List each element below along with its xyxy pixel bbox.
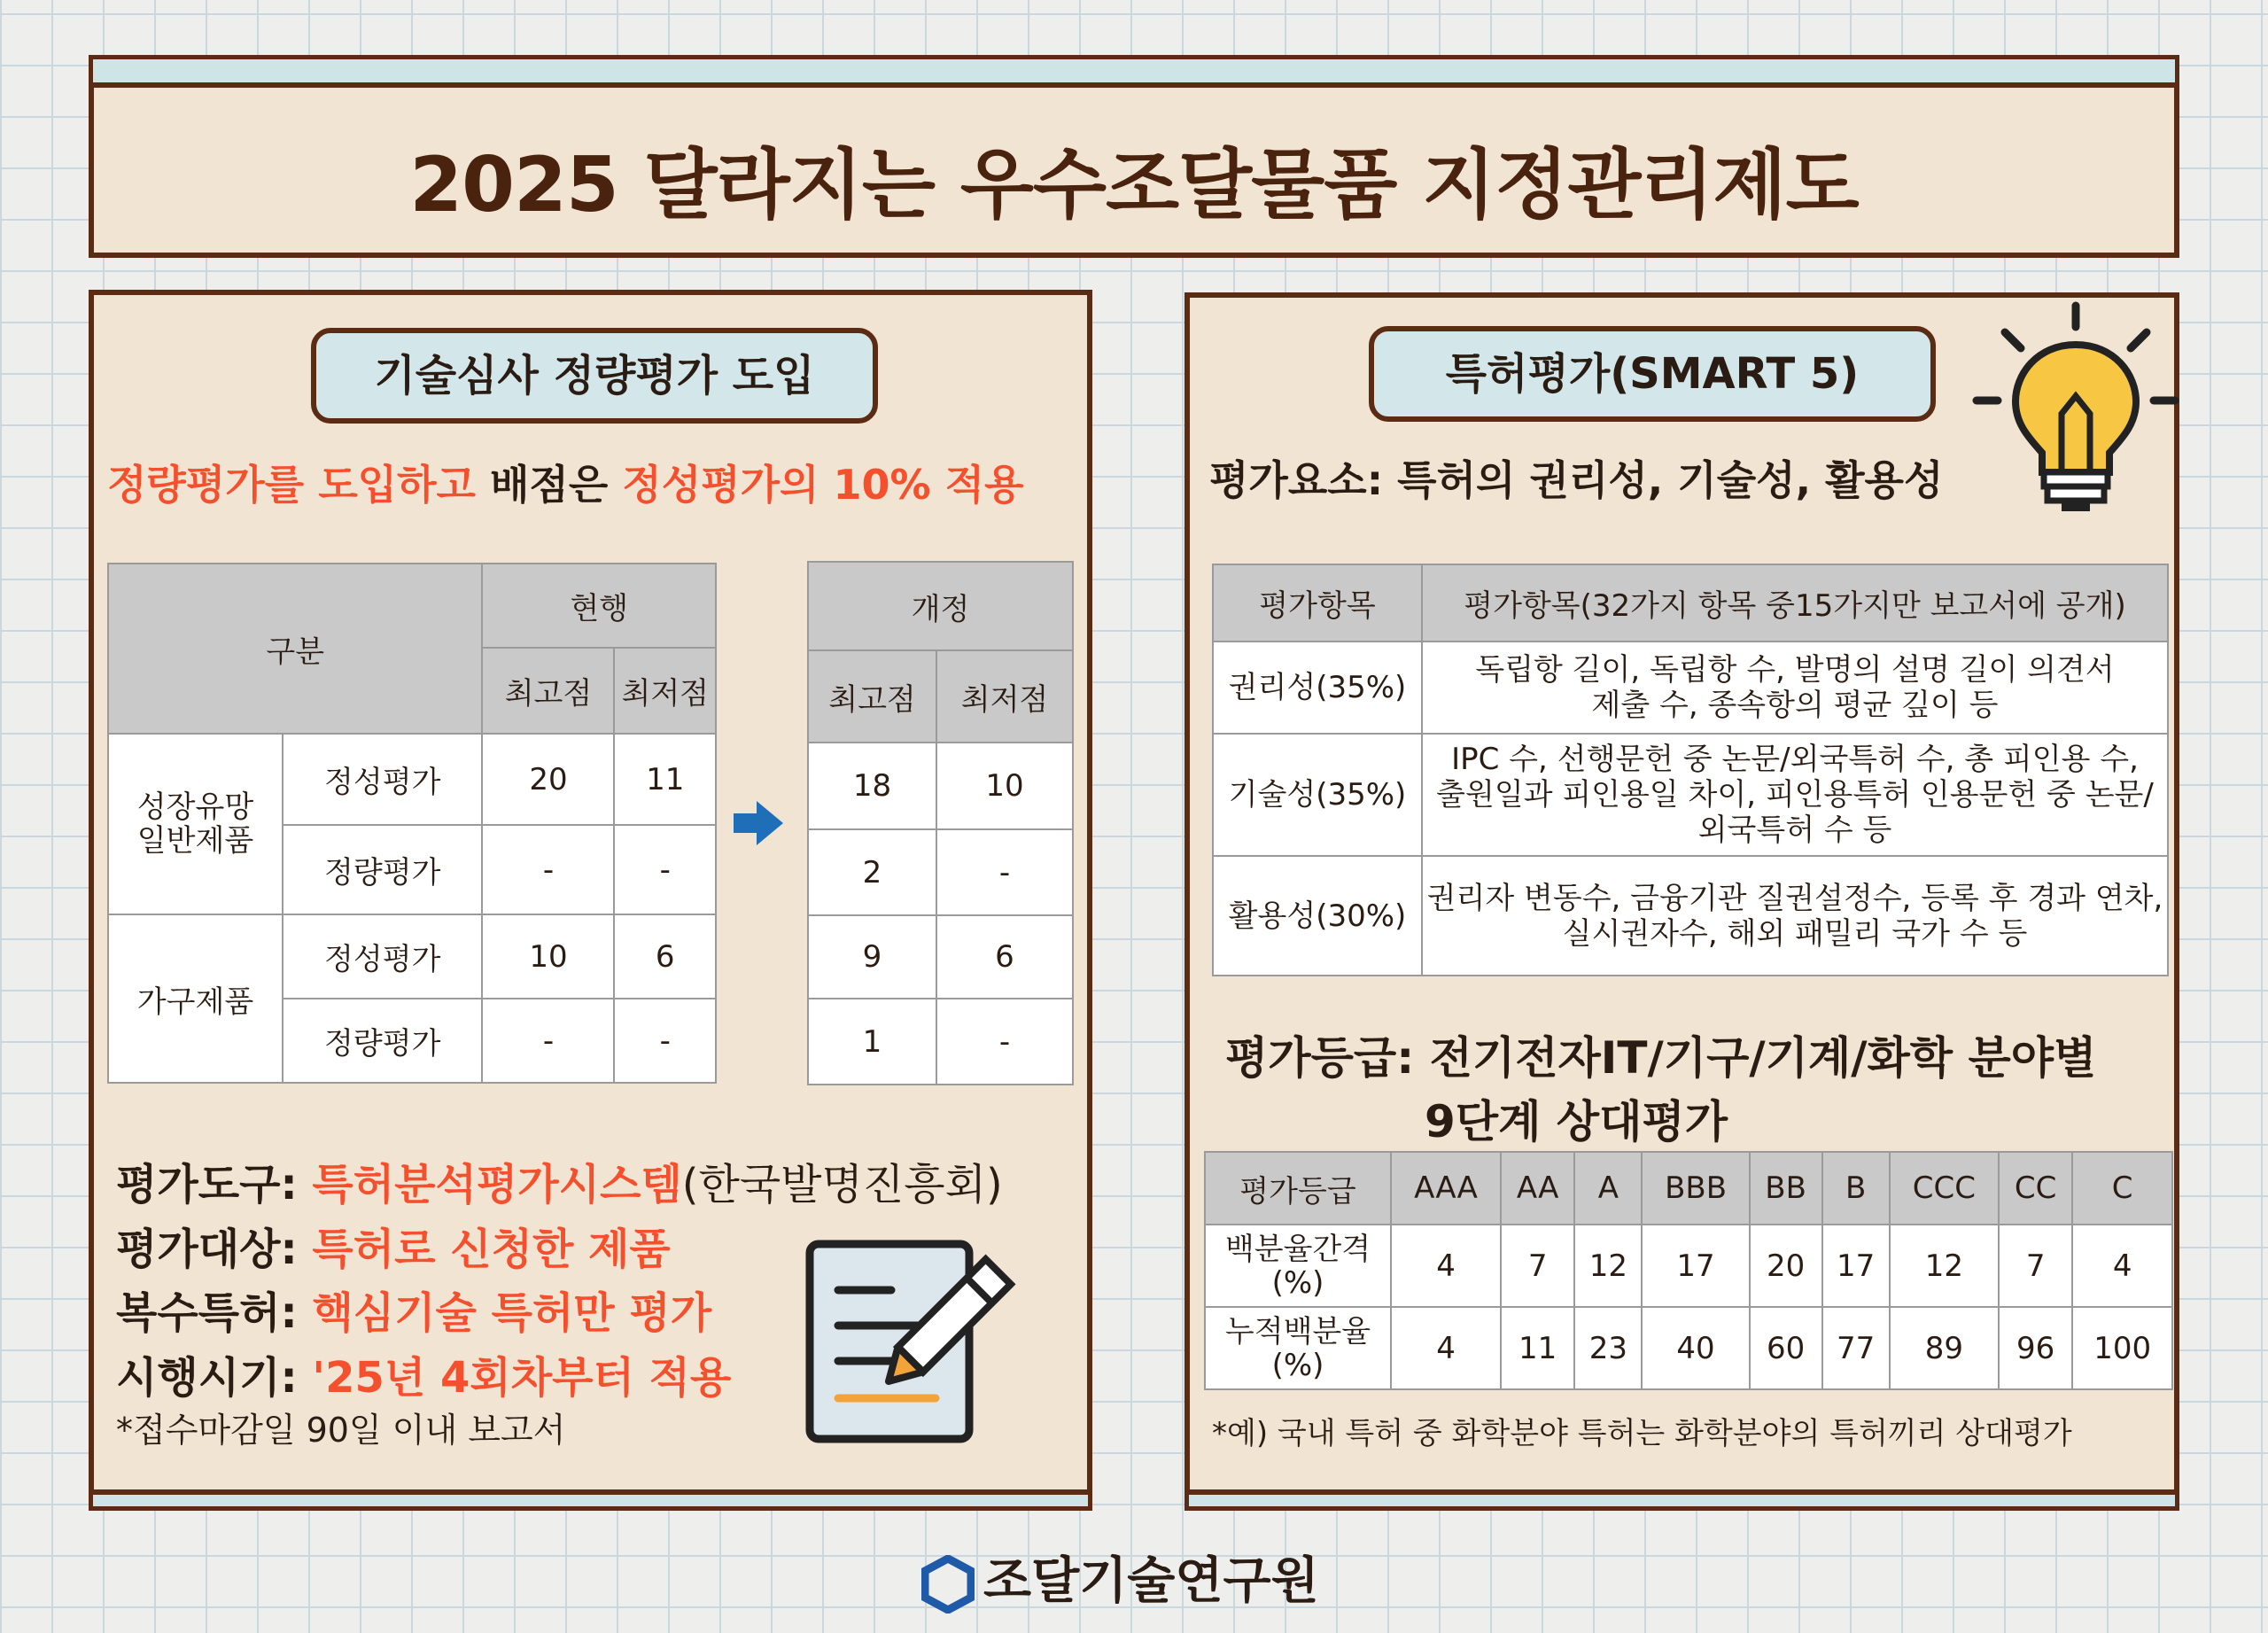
row-max: 20 (482, 734, 614, 825)
header-current: 현행 (482, 564, 716, 648)
interval-cell: 12 (1890, 1225, 1999, 1307)
cumulative-cell: 4 (1391, 1307, 1501, 1389)
footer-org-name: 조달기술연구원 (983, 1552, 1319, 1610)
cumulative-cell: 100 (2072, 1307, 2172, 1389)
header-max: 최고점 (808, 650, 936, 743)
interval-cell: 4 (2072, 1225, 2172, 1307)
detail-technology (1422, 734, 2168, 856)
detail-line: 실시권자수, 해외 패밀리 국가 수 등 (1562, 915, 2028, 952)
header-item: 평가항목 (1213, 564, 1422, 642)
info-value: 특허분석평가시스템 (312, 1160, 682, 1209)
grade-heading (1225, 1026, 2096, 1154)
document-pen-icon (803, 1237, 1033, 1450)
left-subline (107, 453, 1023, 511)
interval-cell: 12 (1574, 1225, 1642, 1307)
interval-cell: 20 (1750, 1225, 1822, 1307)
row-label-line: (%) (1271, 1347, 1324, 1383)
info-target (116, 1215, 671, 1276)
row-max: 2 (808, 829, 936, 915)
left-footnote: *접수마감일 90일 이내 보고서 (116, 1411, 566, 1450)
header-min: 최저점 (614, 648, 716, 734)
row-type: 정성평가 (283, 914, 482, 999)
row-min: - (936, 999, 1073, 1085)
detail-utilization (1422, 856, 2168, 976)
grade-cell: AAA (1391, 1152, 1501, 1225)
detail-line: 제출 수, 종속항의 평균 깊이 등 (1591, 688, 1999, 723)
header-category: 구분 (108, 564, 482, 734)
right-footnote: *예) 국내 특허 중 화학분야 특허는 화학분야의 특허끼리 상대평가 (1212, 1416, 2072, 1451)
current-score-table (107, 563, 717, 1084)
header-revised: 개정 (808, 562, 1073, 650)
row-max: - (482, 999, 614, 1083)
patent-evaluation-table (1212, 564, 2169, 976)
group-label-text: 성장유망 일반제품 (136, 789, 254, 859)
info-tool (116, 1150, 1003, 1211)
info-value: 특허로 신청한 제품 (312, 1225, 671, 1274)
grade-heading-line1: 평가등급: 전기전자IT/기구/기계/화학 분야별 (1225, 1032, 2097, 1084)
info-value: 핵심기술 특허만 평가 (312, 1288, 712, 1338)
grade-cell: B (1822, 1152, 1890, 1225)
header-max: 최고점 (482, 648, 614, 734)
interval-cell: 4 (1391, 1225, 1501, 1307)
info-value: '25년 4회차부터 적용 (312, 1353, 732, 1403)
cumulative-cell: 77 (1822, 1307, 1890, 1389)
left-panel (89, 290, 1092, 1495)
row-min: 11 (614, 734, 716, 825)
hexagon-logo-icon (921, 1555, 975, 1614)
grade-cell: CCC (1890, 1152, 1999, 1225)
cumulative-cell: 40 (1642, 1307, 1749, 1389)
cumulative-cell: 60 (1750, 1307, 1822, 1389)
title-banner (89, 82, 2179, 258)
info-key: 복수특허: (116, 1288, 298, 1338)
row-type: 정량평가 (283, 999, 482, 1083)
row-label-cumulative (1205, 1307, 1391, 1389)
row-max: 9 (808, 915, 936, 999)
interval-cell: 17 (1642, 1225, 1749, 1307)
header-min: 최저점 (936, 650, 1073, 743)
grade-heading-line2: 9단계 상대평가 (1425, 1096, 1728, 1147)
row-label-line: (%) (1271, 1264, 1324, 1301)
cumulative-cell: 23 (1574, 1307, 1642, 1389)
info-extra: (한국발명진흥회) (681, 1160, 1003, 1209)
left-section-title: 기술심사 정량평가 도입 (311, 328, 878, 424)
row-max: 1 (808, 999, 936, 1085)
info-key: 평가도구: (116, 1160, 298, 1209)
grade-header-label: 평가등급 (1205, 1152, 1391, 1225)
grade-cell: BBB (1642, 1152, 1749, 1225)
detail-line: 출원일과 피인용일 차이, 피인용특허 인용문헌 중 논문/ (1436, 777, 2154, 813)
row-label-interval (1205, 1225, 1391, 1307)
cumulative-cell: 89 (1890, 1307, 1999, 1389)
detail-line: 외국특허 수 등 (1697, 813, 1892, 848)
info-schedule (116, 1343, 731, 1404)
grade-cell: BB (1750, 1152, 1822, 1225)
evaluation-factors: 평가요소: 특허의 권리성, 기술성, 활용성 (1209, 456, 1944, 504)
right-section-title: 특허평가(SMART 5) (1369, 326, 1936, 422)
grade-cell: A (1574, 1152, 1642, 1225)
item-utilization: 활용성(30%) (1213, 856, 1422, 976)
group-label: 가구제품 (108, 914, 283, 1083)
cumulative-cell: 96 (1999, 1307, 2072, 1389)
group-label (108, 734, 283, 914)
row-min: - (614, 825, 716, 914)
grade-cell: C (2072, 1152, 2172, 1225)
info-key: 평가대상: (116, 1225, 298, 1274)
row-min: 10 (936, 743, 1073, 829)
row-min: 6 (614, 914, 716, 999)
revised-score-table (807, 561, 1074, 1085)
grade-cell: AA (1501, 1152, 1574, 1225)
row-type: 정성평가 (283, 734, 482, 825)
row-max: 10 (482, 914, 614, 999)
interval-cell: 17 (1822, 1225, 1890, 1307)
row-min: - (614, 999, 716, 1083)
right-arrow-icon (734, 801, 783, 845)
row-min: 6 (936, 915, 1073, 999)
page-title: 2025 달라지는 우수조달물품 지정관리제도 (409, 141, 1859, 229)
info-multi-patent (116, 1279, 711, 1340)
row-label-line: 백분율간격 (1224, 1231, 1371, 1267)
row-min: - (936, 829, 1073, 915)
lightbulb-icon (1969, 299, 2182, 520)
subline-part2: 배점은 (489, 461, 609, 509)
grade-cell: CC (1999, 1152, 2072, 1225)
interval-cell: 7 (1501, 1225, 1574, 1307)
interval-cell: 7 (1999, 1225, 2072, 1307)
detail-rights (1422, 642, 2168, 734)
grade-table (1204, 1151, 2173, 1390)
subline-part3: 정성평가의 10% 적용 (622, 461, 1024, 509)
right-panel (1184, 292, 2179, 1495)
footer-logo (921, 1542, 1319, 1614)
detail-line: 권리자 변동수, 금융기관 질권설정수, 등록 후 경과 연차, (1426, 880, 2163, 916)
row-label-line: 누적백분율 (1224, 1313, 1371, 1349)
info-key: 시행시기: (116, 1353, 298, 1403)
detail-line: 독립항 길이, 독립항 수, 발명의 설명 길이 의견서 (1475, 652, 2115, 688)
cumulative-cell: 11 (1501, 1307, 1574, 1389)
row-type: 정량평가 (283, 825, 482, 914)
detail-line: IPC 수, 선행문헌 중 논문/외국특허 수, 총 피인용 수, (1451, 742, 2139, 777)
header-detail: 평가항목(32가지 항목 중15가지만 보고서에 공개) (1422, 564, 2168, 642)
row-max: 18 (808, 743, 936, 829)
item-rights: 권리성(35%) (1213, 642, 1422, 734)
subline-part1: 정량평가를 도입하고 (107, 461, 476, 509)
row-max: - (482, 825, 614, 914)
item-technology: 기술성(35%) (1213, 734, 1422, 856)
